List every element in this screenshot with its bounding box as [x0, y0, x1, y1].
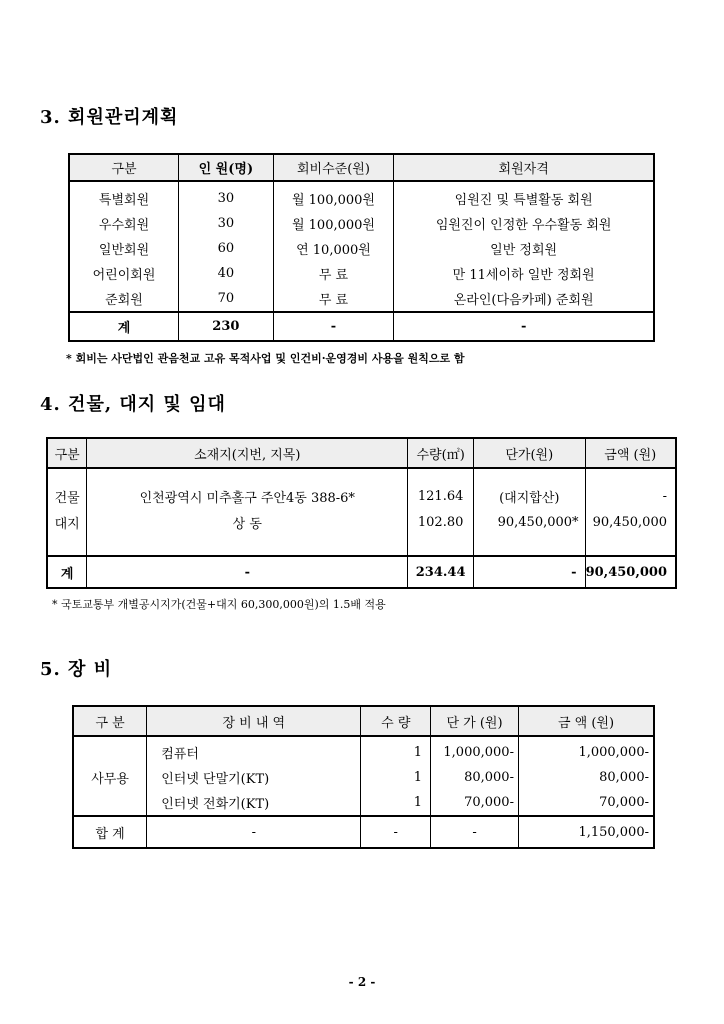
spacer-row [47, 535, 676, 556]
table-cell: 1 [361, 790, 431, 816]
table-cell: 80,000- [431, 765, 519, 790]
table-cell: 만 11세이하 일반 정회원 [452, 268, 595, 283]
table-cell: 온라인(다음카페) 준회원 [453, 293, 594, 308]
table-cell: 30 [179, 211, 274, 236]
header-cell: 단가(원) [474, 438, 586, 468]
table-cell: 234.44 [408, 556, 474, 588]
table-cell: 1,150,000- [518, 816, 654, 848]
table-header-row [47, 438, 676, 468]
table-cell: 70 [179, 286, 274, 312]
table-header-row [73, 706, 654, 736]
header-cell: 구분 [47, 438, 87, 468]
header-cell: 금 액 (원) [518, 706, 654, 736]
header-cell: 회비수준(원) [273, 154, 394, 181]
table-cell: 70,000- [599, 795, 649, 810]
table-cell: 대지 [47, 509, 87, 535]
table-row [73, 765, 654, 790]
table-cell: 70,000- [431, 790, 519, 816]
table-cell: 인터넷 전화기(KT) [147, 790, 361, 816]
table-cell: 90,450,000 [592, 514, 667, 530]
page-number: - 2 - [348, 975, 376, 989]
table-cell: 계 [69, 312, 179, 341]
table-cell: 90,450,000 [585, 556, 676, 588]
table-cell: 컴퓨터 [147, 736, 361, 765]
membership-table [68, 153, 655, 342]
header-cell: 구 분 [73, 706, 147, 736]
header-cell: 단 가 (원) [431, 706, 519, 736]
table-cell: 합 계 [73, 816, 147, 848]
table-cell: 인터넷 단말기(KT) [147, 765, 361, 790]
table-cell: 월 100,000원 [273, 181, 394, 211]
table-cell: - [474, 556, 586, 588]
table-row [73, 790, 654, 816]
table-cell: (대지합산) [474, 483, 586, 509]
table-cell: - [431, 816, 519, 848]
table-row [69, 286, 654, 312]
header-cell: 소재지(지번, 지목) [87, 438, 408, 468]
header-cell: 장 비 내 역 [147, 706, 361, 736]
table-row [73, 736, 654, 765]
table-cell: 특별회원 [69, 181, 179, 211]
table-row [47, 483, 676, 509]
table-cell: 90,450,000* [474, 509, 586, 535]
table-cell: 인천광역시 미추홀구 주안4동 388-6* [87, 483, 408, 509]
table-row [47, 509, 676, 535]
table-cell: 연 10,000원 [273, 236, 394, 261]
table-cell: 임원진 및 특별활동 회원 [454, 193, 593, 208]
table-row [69, 236, 654, 261]
table-cell: 121.64 [408, 483, 474, 509]
table-cell: 어린이회원 [69, 261, 179, 286]
section4-heading: 4. 건물, 대지 및 임대 [40, 394, 226, 415]
table-cell: - [147, 816, 361, 848]
header-cell: 금액 (원) [585, 438, 676, 468]
table-cell: 1,000,000- [431, 736, 519, 765]
table-row [69, 261, 654, 286]
table-cell: - [394, 312, 654, 341]
table-total-row [47, 556, 676, 588]
section3-heading: 3. 회원관리계획 [40, 107, 179, 128]
table-cell: 80,000- [599, 770, 649, 785]
table-cell: 월 100,000원 [273, 211, 394, 236]
section4-note: * 국토교통부 개별공시지가(건물+대지 60,300,000원)의 1.5배 적용 [52, 598, 386, 611]
table-cell: 임원진이 인정한 우수활동 회원 [435, 218, 612, 233]
table-total-row [73, 816, 654, 848]
table-cell: 일반회원 [69, 236, 179, 261]
table-cell: 230 [179, 312, 274, 341]
header-cell: 회원자격 [394, 154, 654, 181]
table-row [69, 181, 654, 211]
table-cell: 무 료 [273, 261, 394, 286]
table-cell: 40 [179, 261, 274, 286]
table-cell: 일반 정회원 [490, 243, 558, 258]
table-cell: 상 동 [87, 509, 408, 535]
header-cell: 인 원(명) [179, 154, 274, 181]
table-row [69, 211, 654, 236]
table-cell: 30 [179, 181, 274, 211]
table-cell: 우수회원 [69, 211, 179, 236]
table-cell: - [361, 816, 431, 848]
table-total-row [69, 312, 654, 341]
header-cell: 수량(㎡) [408, 438, 474, 468]
header-cell: 수 량 [361, 706, 431, 736]
building-land-table [46, 437, 677, 589]
table-cell: 무 료 [273, 286, 394, 312]
table-cell: - [273, 312, 394, 341]
table-header-row [69, 154, 654, 181]
header-cell: 구분 [69, 154, 179, 181]
section3-note: * 회비는 사단법인 관음천교 고유 목적사업 및 인건비·운영경비 사용을 원칙으로 함 [66, 352, 465, 365]
table-cell: - [662, 488, 667, 504]
section5-heading: 5. 장 비 [40, 659, 113, 680]
table-cell: 60 [179, 236, 274, 261]
equipment-table [72, 705, 655, 849]
spacer-row [47, 468, 676, 483]
table-cell: 1 [361, 765, 431, 790]
table-cell: 102.80 [408, 509, 474, 535]
table-cell: 건물 [47, 483, 87, 509]
table-cell: - [87, 556, 408, 588]
table-cell: 준회원 [69, 286, 179, 312]
table-cell: 계 [47, 556, 87, 588]
group-cell: 사무용 [73, 736, 147, 816]
table-cell: 1,000,000- [578, 745, 649, 760]
table-cell: 1 [361, 736, 431, 765]
